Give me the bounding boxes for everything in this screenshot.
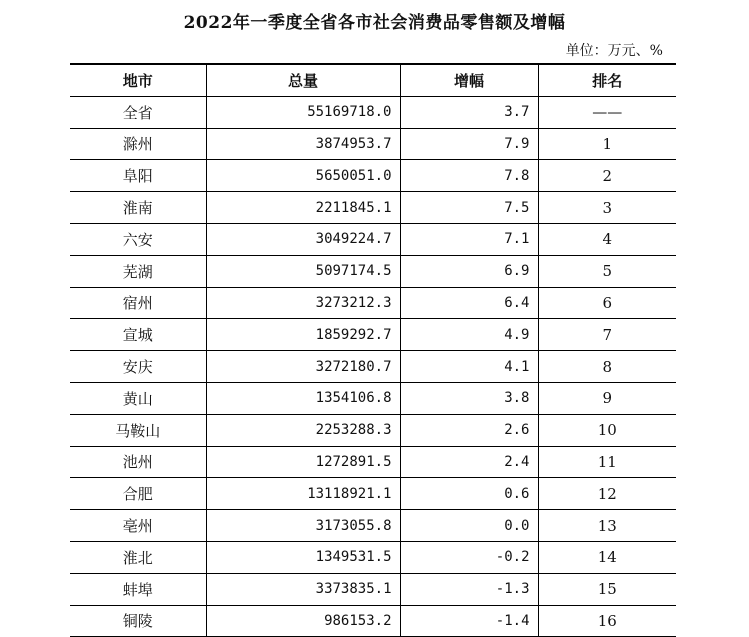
cell-city: 宿州 — [70, 287, 206, 319]
table-row — [70, 446, 676, 478]
cell-city: 淮南 — [70, 192, 206, 224]
header-total: 总量 — [206, 64, 400, 96]
table-row — [70, 541, 676, 573]
cell-growth: 2.6 — [400, 414, 538, 446]
cell-rank: 14 — [538, 541, 676, 573]
cell-total: 986153.2 — [206, 605, 400, 637]
cell-growth: 0.6 — [400, 478, 538, 510]
cell-growth: 4.1 — [400, 351, 538, 383]
cell-total: 2253288.3 — [206, 414, 400, 446]
page-title: 2022年一季度全省各市社会消费品零售额及增幅 — [183, 13, 566, 33]
table-row — [70, 255, 676, 287]
cell-city: 六安 — [70, 223, 206, 255]
cell-total: 13118921.1 — [206, 478, 400, 510]
cell-growth: -1.4 — [400, 605, 538, 637]
cell-city: 铜陵 — [70, 605, 206, 637]
cell-city: 滁州 — [70, 128, 206, 160]
cell-total: 3874953.7 — [206, 128, 400, 160]
table-row — [70, 382, 676, 414]
header-row — [70, 64, 676, 96]
cell-rank: 15 — [538, 573, 676, 605]
cell-growth: 7.8 — [400, 160, 538, 192]
cell-city: 淮北 — [70, 541, 206, 573]
table-row — [70, 478, 676, 510]
cell-total: 3272180.7 — [206, 351, 400, 383]
cell-city: 安庆 — [70, 351, 206, 383]
table-row — [70, 605, 676, 637]
header-city: 地市 — [70, 64, 206, 96]
unit-note: 单位：万元、% — [565, 43, 663, 59]
cell-city: 池州 — [70, 446, 206, 478]
cell-rank: 12 — [538, 478, 676, 510]
header-growth: 增幅 — [400, 64, 538, 96]
cell-total: 5650051.0 — [206, 160, 400, 192]
cell-rank: 3 — [538, 192, 676, 224]
table-row — [70, 192, 676, 224]
cell-rank: 2 — [538, 160, 676, 192]
data-table — [70, 63, 676, 637]
cell-city: 黄山 — [70, 382, 206, 414]
cell-total: 3173055.8 — [206, 510, 400, 542]
cell-city: 芜湖 — [70, 255, 206, 287]
header-rank: 排名 — [538, 64, 676, 96]
cell-rank: 5 — [538, 255, 676, 287]
cell-growth: 7.9 — [400, 128, 538, 160]
cell-growth: -1.3 — [400, 573, 538, 605]
table-row — [70, 351, 676, 383]
cell-growth: 4.9 — [400, 319, 538, 351]
cell-rank: 13 — [538, 510, 676, 542]
cell-growth: -0.2 — [400, 541, 538, 573]
cell-city: 全省 — [70, 96, 206, 128]
cell-growth: 6.9 — [400, 255, 538, 287]
cell-rank: 9 — [538, 382, 676, 414]
cell-rank: —— — [538, 96, 676, 128]
table-row — [70, 510, 676, 542]
cell-total: 1349531.5 — [206, 541, 400, 573]
table-row — [70, 319, 676, 351]
table-row — [70, 573, 676, 605]
cell-total: 55169718.0 — [206, 96, 400, 128]
table-body — [70, 96, 676, 637]
table-row — [70, 414, 676, 446]
cell-city: 马鞍山 — [70, 414, 206, 446]
table-row — [70, 96, 676, 128]
cell-total: 5097174.5 — [206, 255, 400, 287]
cell-growth: 2.4 — [400, 446, 538, 478]
cell-rank: 10 — [538, 414, 676, 446]
cell-city: 宣城 — [70, 319, 206, 351]
cell-rank: 7 — [538, 319, 676, 351]
cell-city: 阜阳 — [70, 160, 206, 192]
cell-city: 蚌埠 — [70, 573, 206, 605]
cell-rank: 6 — [538, 287, 676, 319]
cell-total: 1859292.7 — [206, 319, 400, 351]
cell-growth: 3.8 — [400, 382, 538, 414]
cell-rank: 8 — [538, 351, 676, 383]
table-row — [70, 287, 676, 319]
cell-growth: 7.5 — [400, 192, 538, 224]
cell-growth: 7.1 — [400, 223, 538, 255]
cell-rank: 16 — [538, 605, 676, 637]
table-row — [70, 160, 676, 192]
cell-growth: 3.7 — [400, 96, 538, 128]
cell-rank: 4 — [538, 223, 676, 255]
cell-total: 3049224.7 — [206, 223, 400, 255]
table-row — [70, 128, 676, 160]
cell-total: 3273212.3 — [206, 287, 400, 319]
table-row — [70, 223, 676, 255]
cell-total: 2211845.1 — [206, 192, 400, 224]
cell-total: 1354106.8 — [206, 382, 400, 414]
cell-total: 3373835.1 — [206, 573, 400, 605]
cell-rank: 11 — [538, 446, 676, 478]
cell-rank: 1 — [538, 128, 676, 160]
cell-city: 亳州 — [70, 510, 206, 542]
cell-growth: 0.0 — [400, 510, 538, 542]
cell-city: 合肥 — [70, 478, 206, 510]
cell-growth: 6.4 — [400, 287, 538, 319]
cell-total: 1272891.5 — [206, 446, 400, 478]
